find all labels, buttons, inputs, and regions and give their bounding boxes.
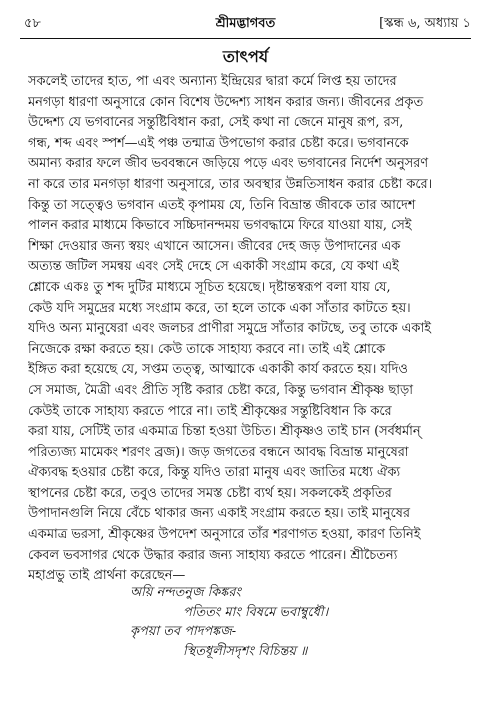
- purport-body: [28, 72, 468, 587]
- body-line: কেউই তাকে সাহায্য করতে পারে না। তাই শ্রীকৃষ্ণের সন্তুষ্টিবিধান কি করে: [28, 403, 392, 419]
- body-line: যদিও অন্য মানুষেরা এবং জলচর প্রাণীরা সমুদ্রে সাঁতার কাটছে, তবু তাকে একাই: [28, 321, 431, 337]
- body-line: কেউ যদি সমুদ্রের মধ্যে সংগ্রাম করে, তা হলে তাকে একা সাঁতার কাটতে হয়।: [28, 300, 411, 316]
- body-line: গন্ধ, শব্দ এবং স্পর্শ—এই পঞ্চ তন্মাত্র উপভোগ করার চেষ্টা করে। ভগবানকে: [28, 135, 409, 151]
- verse-line: অয়ি নন্দতনুজ কিঙ্করং: [130, 585, 241, 600]
- body-line: একমাত্র ভরসা, শ্রীকৃষ্ণের উপদেশ অনুসারে তাঁর শরণাগত হওয়া, কারণ তিনিই: [28, 527, 421, 543]
- body-line: করা যায়, সেটিই তার একমাত্র চিন্তা হওয়া উচিত। শ্রীকৃষ্ণও তাই চান (সর্বধর্মান্: [28, 424, 421, 440]
- body-line: শ্লোকে একঃ তু শব্দ দুটির মাধ্যমে সূচিত হয়েছে। দৃষ্টান্তস্বরূপ বলা যায় যে,: [28, 279, 391, 295]
- body-line: উপাদানগুলি নিয়ে বেঁচে থাকার জন্য একাই সংগ্রাম করতে হয়। তাই মানুষের: [28, 506, 410, 522]
- body-line: সে সমাজ, মৈত্রী এবং প্রীতি সৃষ্টি করার চেষ্টা করে, কিন্তু ভগবান শ্রীকৃষ্ণ ছাড়া: [28, 382, 413, 398]
- body-line: ইঙ্গিত করা হয়েছে যে, সপ্তম তত্ত্ব, আত্মাকে একাকী কার্য করতে হয়। যদিও: [28, 362, 408, 378]
- body-line: উদ্দেশ্য যে ভগবানের সন্তুষ্টিবিধান করা, সেই কথা না জেনে মানুষ রূপ, রস,: [28, 115, 404, 131]
- body-line: সকলেই তাদের হাত, পা এবং অন্যান্য ইন্দ্রিয়ের দ্বারা কর্মে লিপ্ত হয় তাদের: [28, 74, 397, 89]
- verse-line: স্থিতধূলীসদৃশং বিচিন্তয় ॥: [183, 643, 308, 659]
- book-title: শ্রীমদ্ভাগবত: [215, 16, 276, 31]
- header-rule: [20, 38, 471, 39]
- body-line: স্থাপনের চেষ্টা করে, তবুও তাদের সমস্ত চেষ্টা ব্যর্থ হয়। সকলকেই প্রকৃতির: [28, 485, 392, 501]
- chapter-reference: [স্কন্ধ ৬, অধ্যায় ১: [379, 16, 471, 31]
- verse-line: কৃপয়া তব পাদপঙ্কজ-: [130, 624, 237, 639]
- body-line: পরিত্যজ্য মামেকং শরণং ব্রজ)। জড় জগতের বন্ধনে আবদ্ধ বিভ্রান্ত মানুষেরা: [28, 444, 409, 460]
- body-line: ঐক্যবদ্ধ হওয়ার চেষ্টা করে, কিন্তু যদিও তারা মানুষ এবং জাতির মধ্যে ঐক্য: [28, 465, 401, 481]
- page-number: ৫৮: [24, 16, 41, 31]
- body-line: কিন্তু তা সত্ত্বেও ভগবান এতই কৃপাময় যে, তিনি বিভ্রান্ত জীবকে তার আদেশ: [28, 197, 416, 213]
- body-line: অমান্য করার ফলে জীব ভববন্ধনে জড়িয়ে পড়ে এবং ভগবানের নির্দেশ অনুসরণ: [28, 156, 429, 172]
- body-line: নিজেকে রক্ষা করতে হয়। কেউ তাকে সাহায্য করবে না। তাই এই শ্লোকে: [28, 341, 386, 357]
- body-line: অত্যন্ত জটিল সমন্বয় এবং সেই দেহে সে একাকী সংগ্রাম করে, যে কথা এই: [28, 259, 399, 275]
- body-line: কেবল ভবসাগর থেকে উদ্ধার করার জন্য সাহায্য করতে পারেন। শ্রীচৈতন্য: [28, 547, 398, 563]
- body-line: মহাপ্রভু তাই প্রার্থনা করেছেন—: [28, 568, 186, 584]
- body-line: মনগড়া ধারণা অনুসারে কোন বিশেষ উদ্দেশ্য সাধন করার জন্য। জীবনের প্রকৃত: [28, 94, 424, 110]
- body-line: পালন করার মাধ্যমে কিভাবে সচ্চিদানন্দময় ভগবদ্ধামে ফিরে যাওয়া যায়, সেই: [28, 218, 412, 234]
- body-line: শিক্ষা দেওয়ার জন্য স্বয়ং এখানে আসেন। জীবের দেহ জড় উপাদানের এক: [28, 238, 401, 254]
- page-header: [20, 10, 471, 34]
- purport-title: তাৎপর্য: [222, 47, 269, 66]
- verse-line: পতিতং মাং বিষমে ভবাম্বুধৌ।: [183, 604, 329, 620]
- body-line: না করে তার মনগড়া ধারণা অনুসারে, তার অবস্থার উন্নতিসাধন করার চেষ্টা করে।: [28, 176, 433, 192]
